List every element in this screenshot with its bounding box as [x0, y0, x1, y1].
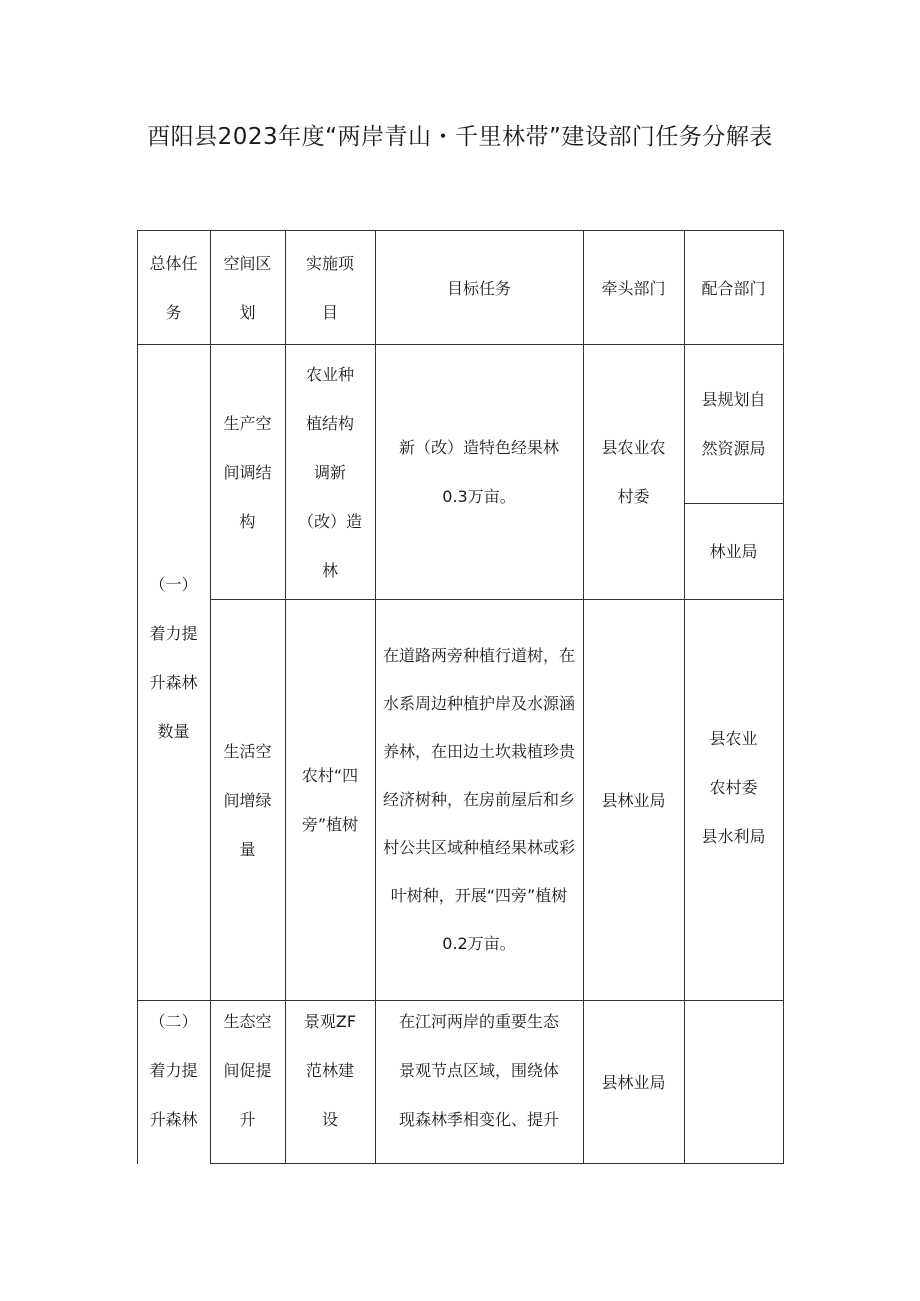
row-3-project: 景观ZF 范林建 设: [303, 1011, 357, 1129]
document-title: 酉阳县2023年度“两岸青山・千里林带”建设部门任务分解表: [147, 124, 773, 150]
row-2-space: 生活空 间增绿 量: [223, 741, 272, 859]
row-1-coop-a: 县规划自 然资源局: [701, 390, 766, 458]
row-1-goal: 新（改）造特色经果林 0.3万亩。: [398, 438, 559, 506]
row-1-space: 生产空 间调结 构: [223, 413, 272, 531]
group-1-label: （一） 着力提 升森林 数量: [149, 575, 198, 741]
row-2-goal: 在道路两旁种植行道树，在 水系周边种植护岸及水源涵 养林，在田边土坎栽植珍贵 经济树种，在房前屋后和乡 村公共区域种植经果林或彩 叶树种，开展“四旁”植树 0.2万亩。: [382, 646, 575, 953]
row-3-lead: 县林业局: [601, 1072, 666, 1092]
group-2-label: （二） 着力提 升森林: [149, 1011, 198, 1129]
row-3-space: 生态空 间促提 升: [223, 1011, 272, 1129]
row-2-lead: 县林业局: [601, 790, 666, 810]
header-goal: 目标任务: [446, 278, 511, 298]
row-1-lead: 县农业农 村委: [601, 438, 666, 506]
header-lead: 牵头部门: [601, 278, 666, 298]
row-2-coop: 县农业 农村委 县水利局: [701, 728, 766, 846]
row-1-project: 农业种 植结构 调新 （改）造 林: [297, 364, 362, 580]
row-1-coop-b: 林业局: [709, 542, 758, 561]
row-3-coop: [684, 1001, 783, 1163]
row-2-project: 农村“四 旁”植树: [301, 766, 359, 834]
header-task: 总体任 务: [149, 254, 198, 322]
header-coop: 配合部门: [701, 278, 766, 298]
row-3-goal: 在江河两岸的重要生态 景观节点区域，围绕体 现森林季相变化、提升: [398, 1011, 559, 1129]
header-space: 空间区 划: [223, 254, 272, 322]
header-project: 实施项 目: [305, 254, 354, 322]
